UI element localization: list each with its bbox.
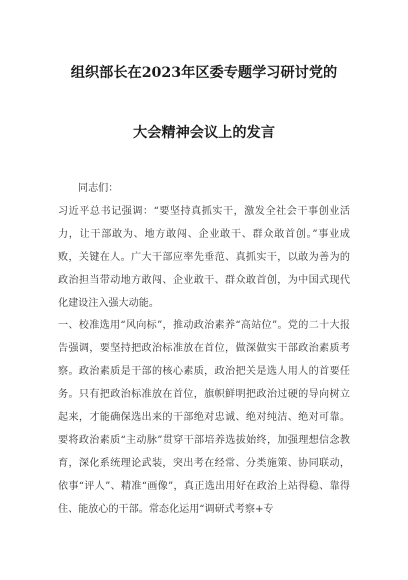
document-title-line-2: 大会精神会议上的发言 [133,125,275,141]
document-title-line-1: 组织部长在2023年区委专题学习研讨党的 [70,65,338,81]
salutation: 同志们： [78,183,119,194]
paragraph-2: 一、校准选用“风向标”，推动政治素养“高站位”。党的二十大报告强调，要坚持把政治标准放在首位，做深做实干部政治素质考察。政治素质是干部的核心素质，政治把关是选人用人的首要任务。只有把政治标准放在首位，旗帜鲜明把政治过硬的导向树立起来，才能确保选出来的干部绝对忠诚、绝对纯洁、绝对可靠。要将政治素质“主动脉”贯穿干部培养选拔始终，加强理想信念教育，深化系统理论武装，突出考在经常、分类施策、协同联动，依事“评人”、精准“画像”，真正选出用好在政治上站得稳、靠得住、能放心的干部。常态化运用“调研式考察+专 [58,320,350,515]
paragraph-1: 习近平总书记强调：“要坚持真抓实干，激发全社会干事创业活力，让干部敢为、地方敢闯、企业敢干、群众敢首创。”事业成败，关键在人。广大干部应率先垂范、真抓实干，以敢为善为的政治担当带动地方敢闯、企业敢干、群众敢首创，为中国式现代化建设注入强大动能。 [58,205,350,309]
document-body [58,178,350,522]
